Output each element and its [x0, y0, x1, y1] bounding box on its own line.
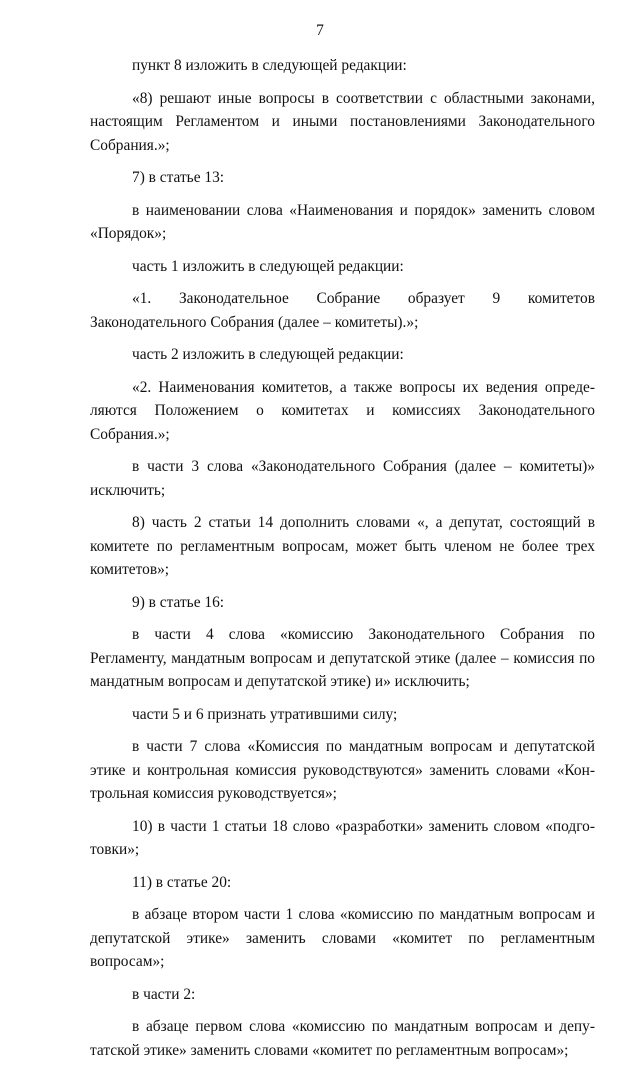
page-number: 7 [316, 22, 324, 39]
paragraph: в части 2: [132, 985, 196, 1003]
paragraph: часть 1 изложить в следующей редакции: [132, 257, 404, 275]
paragraph: 10) в части 1 статьи 18 слово «разработки» заменить словом «подготовки»; [90, 817, 595, 858]
paragraph: в абзаце втором части 1 слова «комиссию по мандатным вопросам и депутатской этике» заменить словами «комитет по регламентным вопросам»; [90, 906, 595, 970]
paragraph: части 5 и 6 признать утратившими силу; [132, 705, 398, 723]
document-body [90, 54, 595, 1071]
paragraph: 11) в статье 20: [132, 873, 232, 891]
paragraph: в части 3 слова «Законодательного Собрания (далее – комитеты)» исключить; [90, 458, 595, 499]
paragraph: в абзаце первом слова «комиссию по мандатным вопросам и депутатской этике» заменить словами «комитет по регламентным вопросам»; [90, 1018, 595, 1059]
paragraph: «1. Законодательное Собрание образует 9 комитетов Законодательного Собрания (далее – комитеты).»; [90, 290, 595, 331]
paragraph: пункт 8 изложить в следующей редакции: [132, 57, 407, 74]
paragraph: «2. Наименования комитетов, а также вопросы их ведения определяются Положением о комитетах и комиссиях Законодательного Собрания.»; [90, 378, 595, 443]
paragraph: в части 4 слова «комиссию Законодательного Собрания по Регламенту, мандатным вопросам и депутатской этике (далее – комиссия по мандатным вопросам и депутатской этике) и» исключить; [90, 626, 595, 690]
paragraph: «8) решают иные вопросы в соответствии с областными законами, настоящим Регламентом и иными постановлениями Законодательного Собрания.»; [90, 89, 595, 154]
paragraph: 9) в статье 16: [132, 593, 225, 611]
paragraph: 7) в статье 13: [132, 169, 225, 186]
paragraph: в части 7 слова «Комиссия по мандатным вопросам и депутатской этике и контрольная комиссия руководствуются» заменить словами «Контрольная комиссия руководствуется»; [90, 738, 595, 802]
paragraph: часть 2 изложить в следующей редакции: [132, 346, 404, 363]
paragraph: 8) часть 2 статьи 14 дополнить словами «, а депутат, состоящий в комитете по регламентным вопросам, может быть членом не более трех комитетов»; [90, 514, 595, 578]
paragraph: в наименовании слова «Наименования и порядок» заменить словом «Порядок»; [90, 201, 595, 242]
